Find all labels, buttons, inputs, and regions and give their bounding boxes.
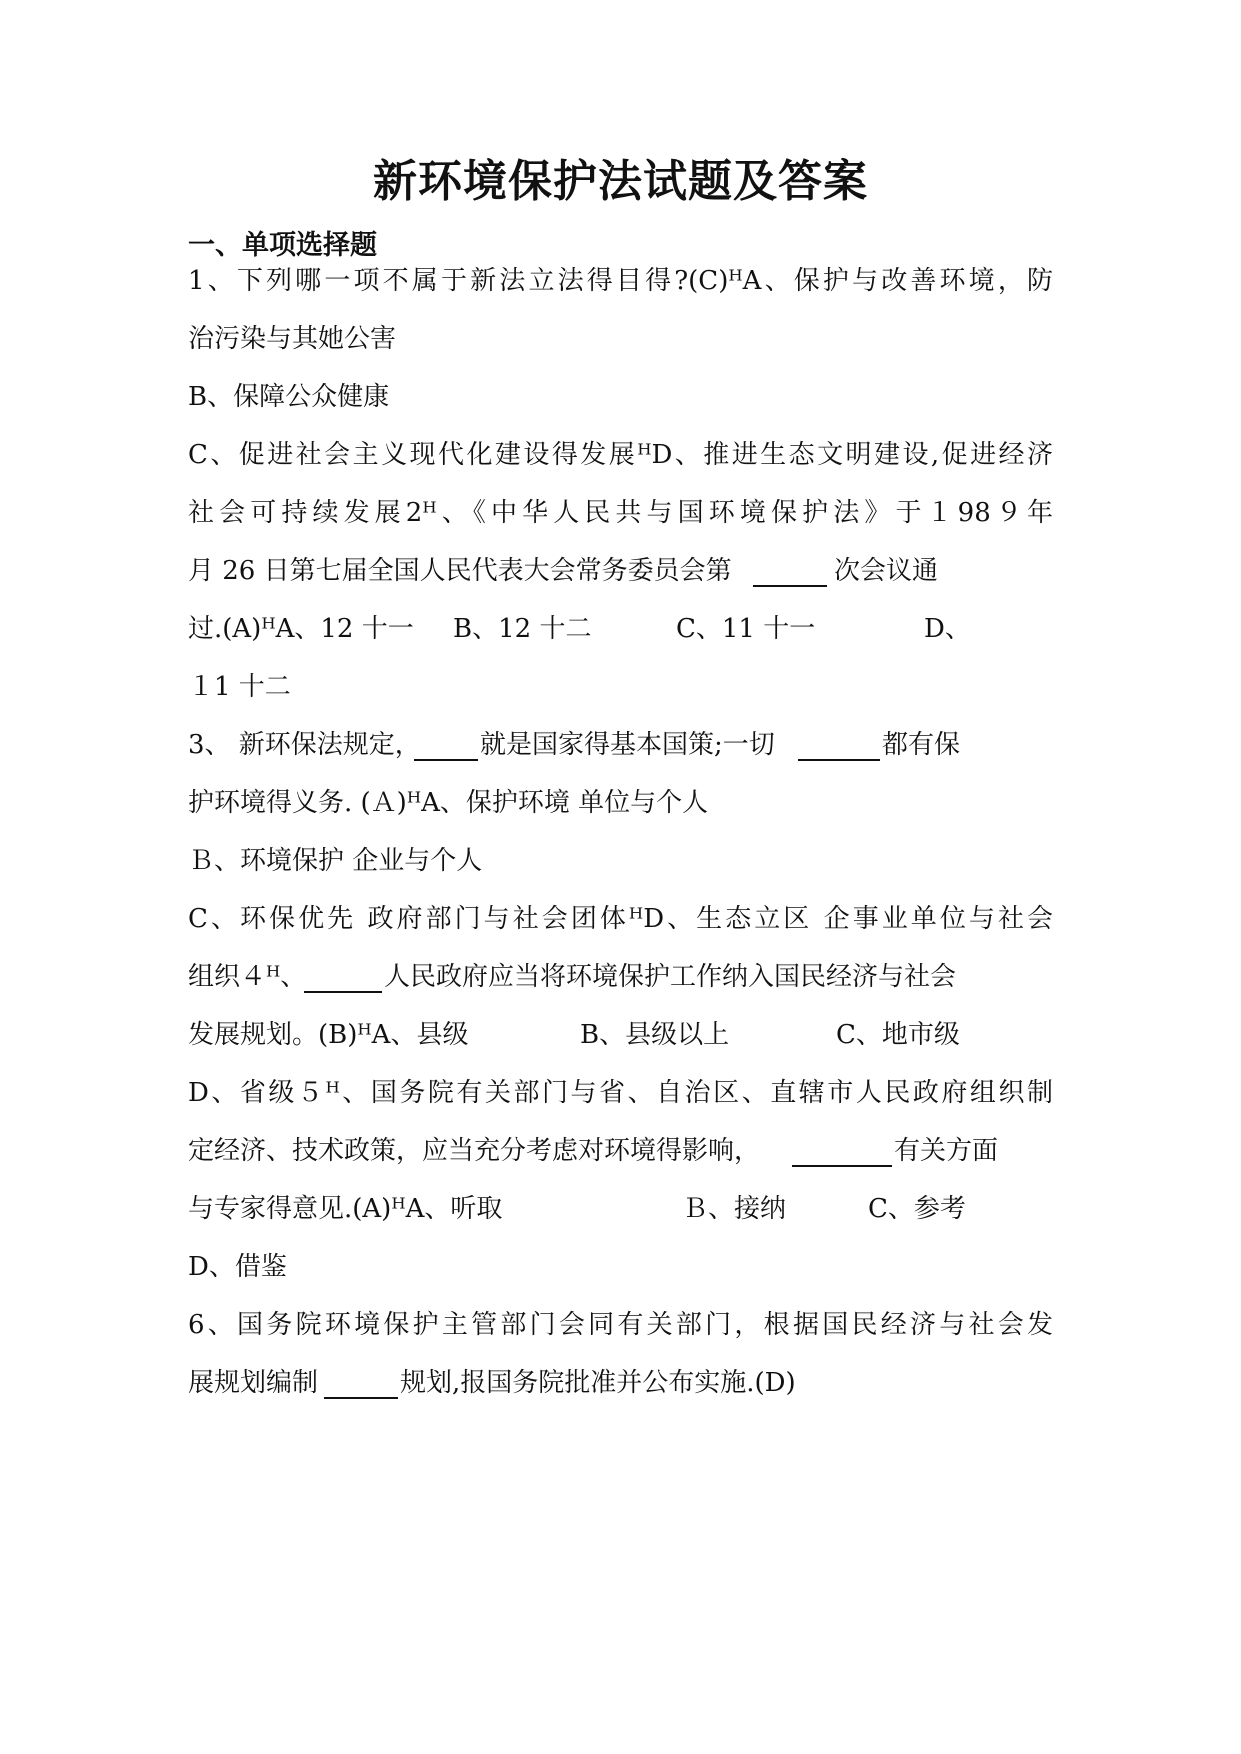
option-a: 与专家得意见.(A)ᴴA、听取 bbox=[188, 1194, 503, 1224]
question-6-line-2 bbox=[188, 1360, 1053, 1406]
question-6-text: 展规划编制 bbox=[188, 1368, 319, 1398]
question-6-text-end: 规划,报国务院批准并公布实施.(D) bbox=[400, 1368, 796, 1398]
option-c: C、地市级 bbox=[836, 1020, 960, 1050]
option-d: D、 bbox=[924, 614, 971, 644]
question-2-line-2 bbox=[188, 548, 1053, 594]
answer-blank bbox=[753, 552, 827, 598]
question-4-line-1 bbox=[188, 954, 1053, 1000]
question-2-text-end: 次会议通 bbox=[834, 556, 939, 586]
question-3-option-b: Ｂ、环境保护 企业与个人 bbox=[188, 846, 483, 876]
answer-blank bbox=[324, 1364, 398, 1410]
question-4-options bbox=[188, 1012, 1053, 1058]
question-4-number: 组织４ᴴ、 bbox=[188, 962, 307, 992]
question-5-text: 定经济、技术政策，应当充分考虑对环境得影响， bbox=[188, 1136, 761, 1166]
question-2-text: 月 26 日第七届全国人民代表大会常务委员会第 bbox=[188, 556, 732, 586]
option-d-value: １1 十二 bbox=[188, 672, 291, 702]
option-c: C、11 十一 bbox=[676, 614, 816, 644]
question-4-text: 人民政府应当将环境保护工作纳入国民经济与社会 bbox=[384, 962, 957, 992]
question-1-option-b: B、保障公众健康 bbox=[188, 382, 390, 412]
option-a: 过.(A)ᴴA、12 十一 bbox=[188, 614, 414, 644]
question-6-line-1: 6、国务院环境保护主管部门会同有关部门，根据国民经济与社会发 bbox=[188, 1310, 1053, 1340]
question-3-text-end: 都有保 bbox=[882, 730, 961, 760]
question-2-line-1: 社会可持续发展2ᴴ、《中华人民共与国环境保护法》于１98９年 bbox=[188, 498, 1053, 528]
question-5-line-2 bbox=[188, 1128, 1053, 1174]
question-5-text-end: 有关方面 bbox=[894, 1136, 999, 1166]
answer-blank bbox=[304, 958, 382, 1004]
question-5-options bbox=[188, 1186, 1053, 1232]
section-heading: 一、单项选择题 bbox=[188, 230, 377, 261]
question-2-options bbox=[188, 606, 1053, 652]
option-b: Ｂ、接纳 bbox=[682, 1194, 787, 1224]
question-1-line-1: 1、下列哪一项不属于新法立法得目得?(C)ᴴA、保护与改善环境，防 bbox=[188, 266, 1053, 296]
question-1-line-2: 治污染与其她公害 bbox=[188, 324, 397, 354]
option-c: C、参考 bbox=[868, 1194, 966, 1224]
answer-blank bbox=[798, 726, 880, 772]
question-3-line-1 bbox=[188, 722, 1053, 768]
option-b: B、县级以上 bbox=[580, 1020, 730, 1050]
option-a: 发展规划。(B)ᴴA、县级 bbox=[188, 1020, 469, 1050]
answer-blank bbox=[792, 1132, 892, 1178]
option-b: B、12 十二 bbox=[453, 614, 592, 644]
answer-blank bbox=[414, 726, 478, 772]
question-5-option-d: D、借鉴 bbox=[188, 1252, 287, 1282]
question-1-option-c-d: C、促进社会主义现代化建设得发展ᴴD、推进生态文明建设,促进经济 bbox=[188, 440, 1053, 470]
question-3-text-mid: 就是国家得基本国策;一切 bbox=[480, 730, 775, 760]
question-3-text: 3、 新环保法规定， bbox=[188, 730, 421, 760]
question-3-line-2: 护环境得义务. (Ａ)ᴴA、保护环境 单位与个人 bbox=[188, 788, 709, 818]
question-3-option-c-d: C、环保优先 政府部门与社会团体ᴴD、生态立区 企事业单位与社会 bbox=[188, 904, 1053, 934]
question-5-line-1: D、省级５ᴴ、国务院有关部门与省、自治区、直辖市人民政府组织制 bbox=[188, 1078, 1053, 1108]
page-title: 新环境保护法试题及答案 bbox=[373, 156, 868, 207]
